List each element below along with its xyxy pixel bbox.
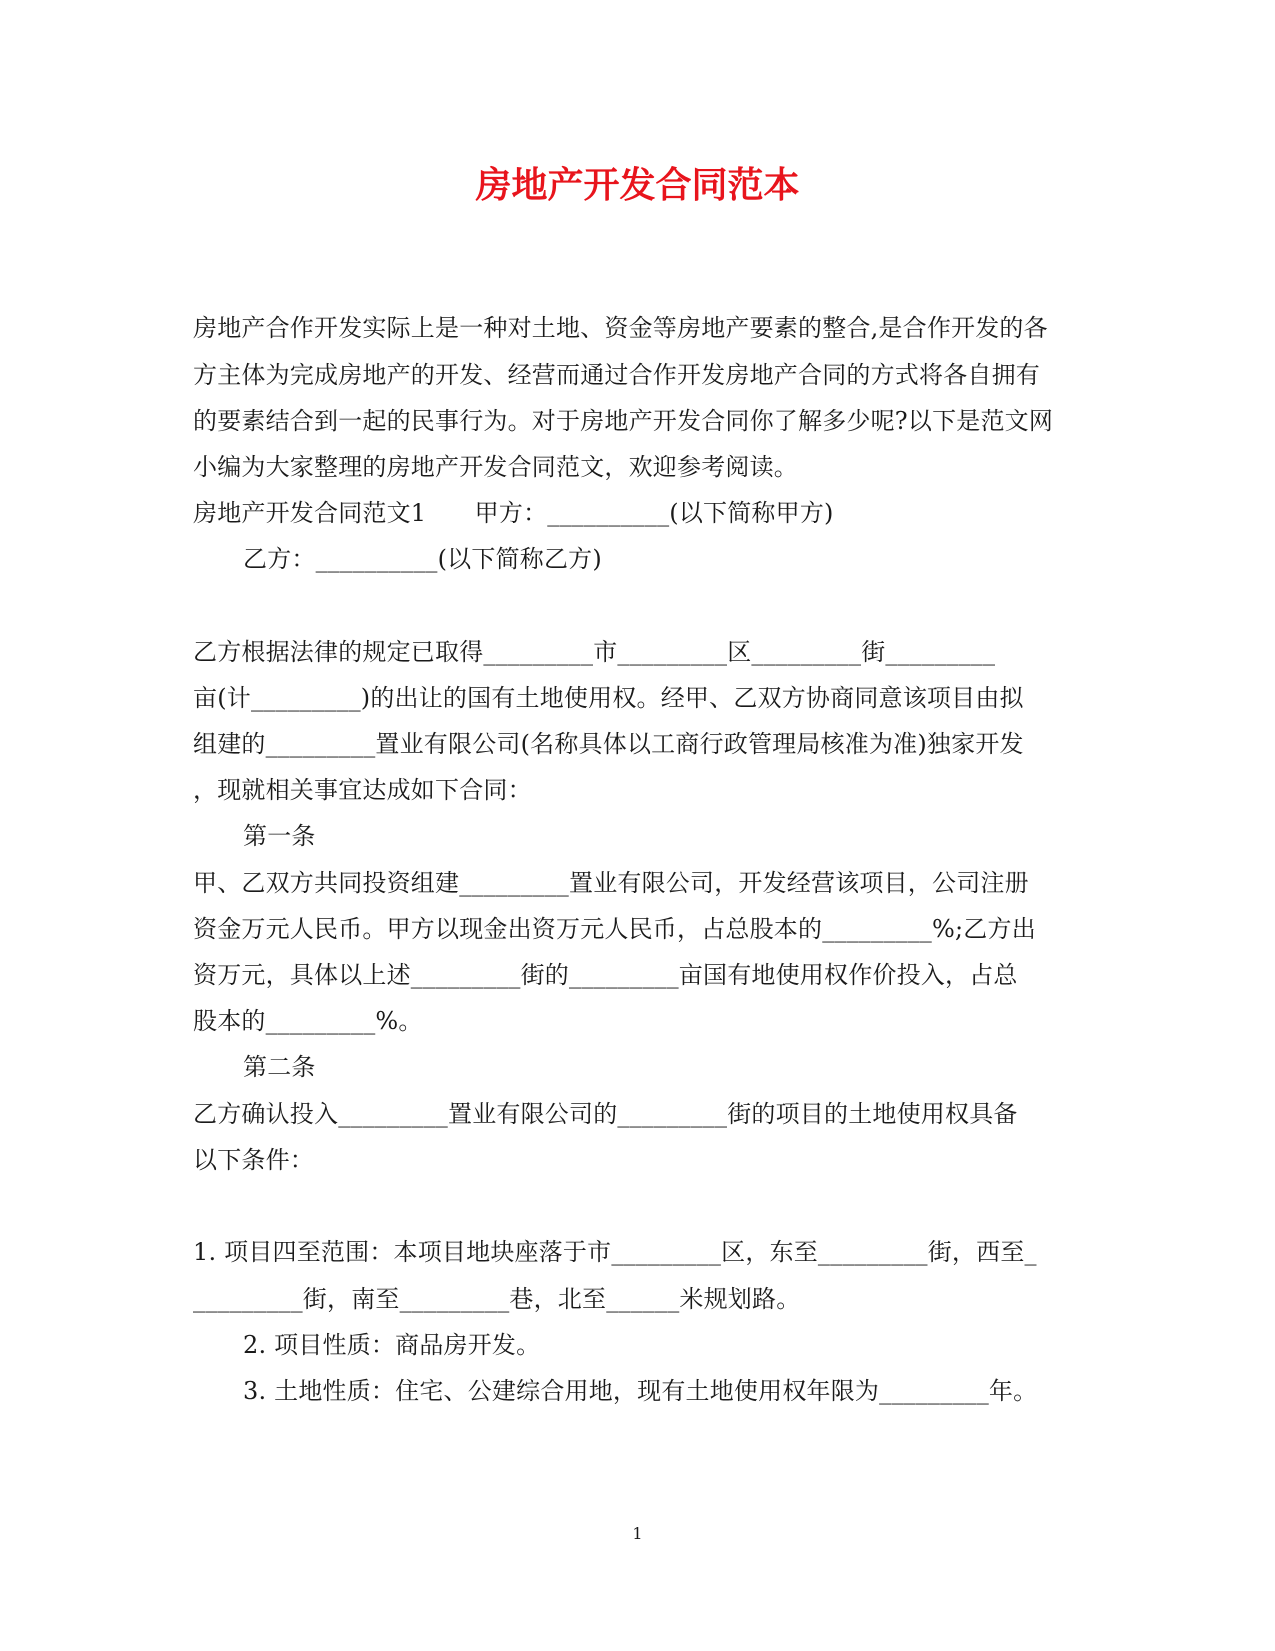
paragraph-line: 的要素结合到一起的民事行为。对于房地产开发合同你了解多少呢?以下是范文网	[193, 407, 1054, 435]
paragraph-line: 房地产合作开发实际上是一种对土地、资金等房地产要素的整合,是合作开发的各	[193, 314, 1048, 342]
paragraph-line: 甲、乙双方共同投资组建_________置业有限公司，开发经营该项目，公司注册	[193, 869, 1029, 897]
paragraph-line: 以下条件：	[193, 1146, 314, 1174]
paragraph-line: 组建的_________置业有限公司(名称具体以工商行政管理局核准为准)独家开发	[193, 730, 1024, 758]
paragraph-line: 股本的_________%。	[193, 1007, 423, 1035]
party-a-line: 房地产开发合同范文1 甲方：__________(以下简称甲方)	[193, 499, 834, 527]
document-title: 房地产开发合同范本	[475, 164, 800, 206]
page-number: 1	[632, 1524, 643, 1543]
paragraph-line: 资万元，具体以上述_________街的_________亩国有地使用权作价投入，占总	[193, 961, 1018, 989]
list-item: 2. 项目性质：商品房开发。	[243, 1331, 541, 1359]
list-item-continuation: _________街，南至_________巷，北至______米规划路。	[193, 1285, 801, 1313]
party-b-line: 乙方：__________(以下简称乙方)	[243, 545, 602, 573]
list-item: 1. 项目四至范围：本项目地块座落于市_________区，东至_________街，西至_	[193, 1238, 1037, 1266]
paragraph-line: 方主体为完成房地产的开发、经营而通过合作开发房地产合同的方式将各自拥有	[193, 361, 1040, 389]
paragraph-line: 乙方确认投入_________置业有限公司的_________街的项目的土地使用权具备	[193, 1100, 1018, 1128]
list-item: 3. 土地性质：住宅、公建综合用地，现有土地使用权年限为_________年。	[243, 1377, 1038, 1405]
article-heading: 第一条	[243, 822, 316, 850]
paragraph-line: 亩(计_________)的出让的国有土地使用权。经甲、乙双方协商同意该项目由拟	[193, 684, 1024, 712]
paragraph-line: ，现就相关事宜达成如下合同：	[193, 776, 532, 804]
paragraph-line: 小编为大家整理的房地产开发合同范文，欢迎参考阅读。	[193, 453, 798, 481]
article-heading: 第二条	[243, 1053, 316, 1081]
paragraph-line: 资金万元人民币。甲方以现金出资万元人民币，占总股本的_________%;乙方出	[193, 915, 1036, 943]
paragraph-line: 乙方根据法律的规定已取得_________市_________区_________街_________	[193, 638, 996, 666]
